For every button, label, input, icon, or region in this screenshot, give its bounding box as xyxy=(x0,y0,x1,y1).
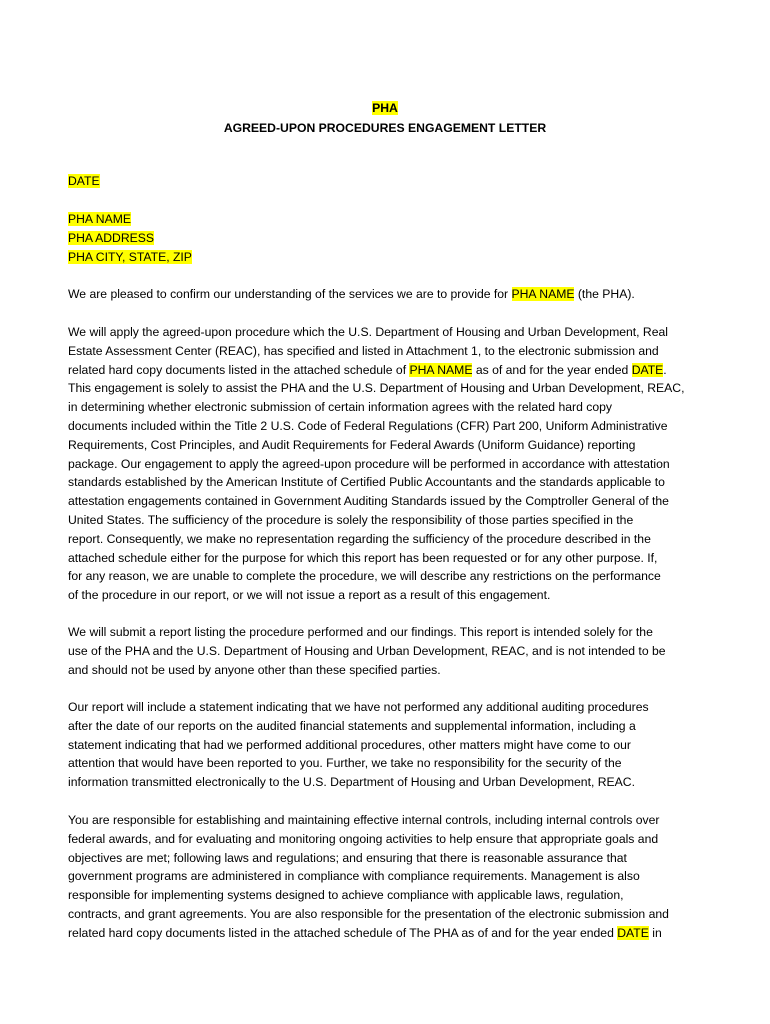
paragraph-statement: Our report will include a statement indicating that we have not performed any additional auditing procedures after the date of our reports on the audited financial statements and supplemental information, including a statement indicating that had we performed additional procedures, other matters might have come to our attention that would have been reported to you. Further, we take no responsibility for the security of the information transmitted electronically to the U.S. Department of Housing and Urban Development, REAC. xyxy=(68,700,649,790)
placeholder-pha-name: PHA NAME xyxy=(68,212,131,226)
placeholder-date-inline: DATE xyxy=(631,362,664,377)
letter-title: AGREED-UPON PROCEDURES ENGAGEMENT LETTER xyxy=(223,121,547,135)
paragraph-confirmation: We are pleased to confirm our understanding of the services we are to provide for PHA NAME (the PHA). xyxy=(68,287,635,301)
paragraph-report: We will submit a report listing the procedure performed and our findings. This report is intended solely for the use of the PHA and the U.S. Department of Housing and Urban Development, REAC, and is not intended to be and should not be used by anyone other than these specified parties. xyxy=(68,625,666,677)
paragraph-procedure: We will apply the agreed-upon procedure which the U.S. Department of Housing and Urban Development, Real Estate Assessment Center (REAC), has specified and listed in Attachment 1, to the electronic submission and related hard copy documents listed in the attached schedule of PHA NAME as of and for the year ended DATE. This engagement is solely to assist the PHA and the U.S. Department of Housing and Urban Development, REAC, in determining whether electronic submission of certain information agrees with the related hard copy documents included within the Title 2 U.S. Code of Federal Regulations (CFR) Part 200, Uniform Administrative Requirements, Cost Principles, and Audit Requirements for Federal Awards (Uniform Guidance) reporting package. Our engagement to apply the agreed-upon procedure will be performed in accordance with attestation standards established by the American Institute of Certified Public Accountants and the standards applicable to attestation engagements contained in Government Auditing Standards issued by the Comptroller General of the United States. The sufficiency of the procedure is solely the responsibility of those parties specified in the report. Consequently, we make no representation regarding the sufficiency of the procedure described in the attached schedule either for the purpose for which this report has been requested or for any other purpose. If, for any reason, we are unable to complete the procedure, we will describe any restrictions on the performance of the procedure in our report, or we will not issue a report as a result of this engagement. xyxy=(68,325,685,603)
placeholder-pha-address: PHA ADDRESS xyxy=(68,230,155,245)
letter-heading xyxy=(0,98,770,138)
paragraph-responsibility: You are responsible for establishing and maintaining effective internal controls, including internal controls over federal awards, and for evaluating and monitoring ongoing activities to help ensure that appropriate goals and objectives are met; following laws and regulations; and ensuring that there is reasonable assurance that government programs are administered in compliance with compliance requirements. Management is also responsible for implementing systems designed to achieve compliance with applicable laws, regulation, contracts, and grant agreements. You are also responsible for the presentation of the electronic submission and related hard copy documents listed in the attached schedule of The PHA as of and for the year ended DATE in xyxy=(68,813,669,940)
placeholder-date-inline: DATE xyxy=(617,925,649,940)
placeholder-pha-name-inline: PHA NAME xyxy=(409,362,473,377)
placeholder-pha-name-inline: PHA NAME xyxy=(511,287,575,301)
heading-entity xyxy=(0,98,770,118)
recipient-address xyxy=(68,210,718,266)
placeholder-date: DATE xyxy=(68,174,100,188)
placeholder-pha-city-state-zip: PHA CITY, STATE, ZIP xyxy=(68,249,192,264)
date-line xyxy=(68,172,718,191)
placeholder-pha: PHA xyxy=(372,101,398,115)
